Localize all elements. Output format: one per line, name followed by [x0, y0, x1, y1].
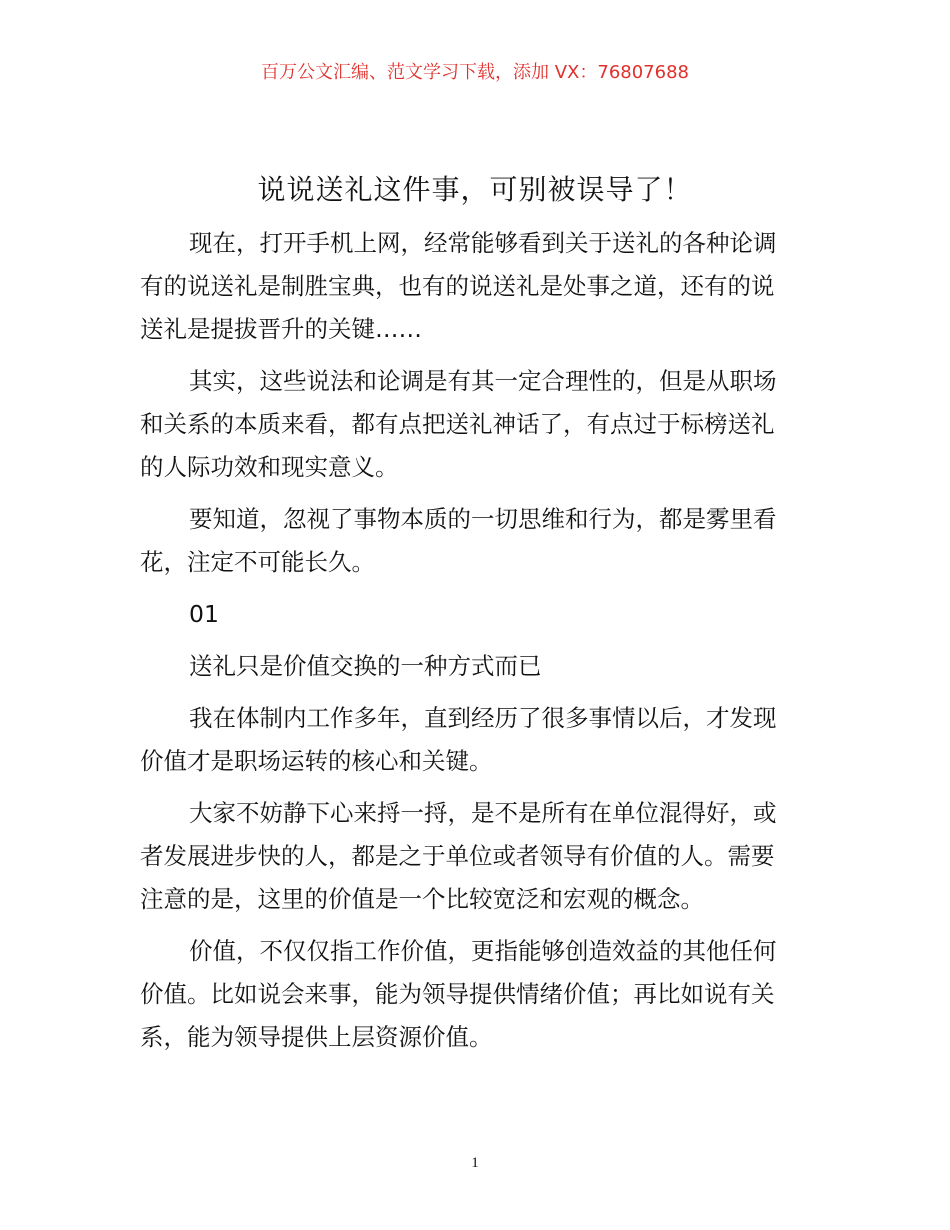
text-line: 系，能为领导提供上层资源价值。 — [140, 1023, 493, 1051]
text-line: 大家不妨静下心来捋一捋，是不是所有在单位混得好，或 — [189, 799, 777, 827]
paragraph — [140, 792, 820, 921]
paragraph — [140, 360, 820, 489]
text-line: 要知道，忽视了事物本质的一切思维和行为，都是雾里看 — [189, 505, 777, 533]
document-body — [140, 222, 820, 1059]
paragraph — [140, 222, 820, 351]
text-line: 送礼只是价值交换的一种方式而已 — [189, 652, 542, 680]
section-number — [140, 593, 820, 636]
text-line: 其实，这些说法和论调是有其一定合理性的，但是从职场 — [189, 367, 777, 395]
watermark-banner: 百万公文汇编、范文学习下载，添加 VX：76807688 — [261, 62, 689, 83]
text-line: 价值才是职场运转的核心和关键。 — [140, 747, 493, 775]
text-line: 有的说送礼是制胜宝典，也有的说送礼是处事之道，还有的说 — [140, 272, 775, 300]
text-line: 和关系的本质来看，都有点把送礼神话了，有点过于标榜送礼 — [140, 410, 775, 438]
paragraph — [140, 697, 820, 783]
paragraph — [140, 930, 820, 1059]
text-line: 注意的是，这里的价值是一个比较宽泛和宏观的概念。 — [140, 885, 704, 913]
text-line: 者发展进步快的人，都是之于单位或者领导有价值的人。需要 — [140, 842, 775, 870]
text-line: 现在，打开手机上网，经常能够看到关于送礼的各种论调 — [189, 229, 777, 257]
text-line: 01 — [189, 600, 219, 628]
text-line: 花，注定不可能长久。 — [140, 548, 375, 576]
text-line: 我在体制内工作多年，直到经历了很多事情以后，才发现 — [189, 704, 777, 732]
section-heading — [140, 645, 820, 688]
document-title: 说说送礼这件事，可别被误导了！ — [257, 173, 693, 206]
text-line: 价值，不仅仅指工作价值，更指能够创造效益的其他任何 — [189, 937, 777, 965]
text-line: 价值。比如说会来事，能为领导提供情绪价值；再比如说有关 — [140, 980, 775, 1008]
text-line: 送礼是提拔晋升的关键…… — [140, 315, 422, 343]
paragraph — [140, 498, 820, 584]
page-number: 1 — [471, 1155, 479, 1171]
text-line: 的人际功效和现实意义。 — [140, 453, 399, 481]
